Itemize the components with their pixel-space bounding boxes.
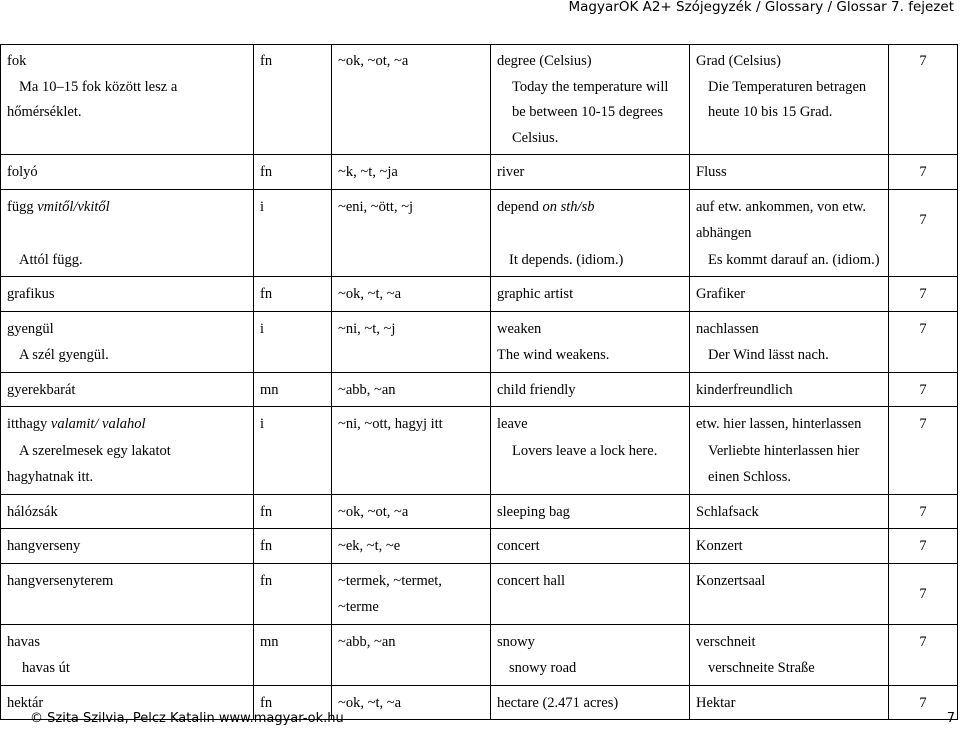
word-type: i <box>254 311 332 372</box>
table-row <box>1 277 958 312</box>
headword: hangversenyterem <box>1 563 254 624</box>
chapter-number: 7 <box>889 155 958 190</box>
hungarian-cell <box>1 407 254 495</box>
english-term <box>497 194 683 221</box>
headword: hálózsák <box>1 494 254 529</box>
example-de: verschneite Straße <box>708 660 815 676</box>
headword: gyengül <box>7 320 54 337</box>
headword: hangverseny <box>1 529 254 564</box>
glossary-table <box>0 44 958 720</box>
hungarian-cell <box>1 45 254 155</box>
headword <box>7 194 247 221</box>
german-term: nachlassen <box>696 320 759 337</box>
german-term: kinderfreundlich <box>690 372 889 407</box>
table-row <box>1 494 958 529</box>
word-type: fn <box>254 277 332 312</box>
page-footer <box>0 709 960 729</box>
word-type: mn <box>254 372 332 407</box>
word-forms: ~ok, ~ot, ~a <box>332 45 491 155</box>
headword-object: vmitől/vkitől <box>37 198 110 215</box>
word-forms: ~ok, ~t, ~a <box>332 277 491 312</box>
german-term: Fluss <box>690 155 889 190</box>
english-cell <box>491 189 690 277</box>
word-forms: ~ni, ~t, ~j <box>332 311 491 372</box>
chapter-number: 7 <box>889 277 958 312</box>
table-row <box>1 155 958 190</box>
word-forms: ~ok, ~t, ~a <box>332 685 491 720</box>
german-term: Grafiker <box>690 277 889 312</box>
word-forms: ~k, ~t, ~ja <box>332 155 491 190</box>
english-verb: depend <box>497 198 543 215</box>
table-row <box>1 563 958 624</box>
german-term: Konzert <box>690 529 889 564</box>
word-forms: ~ni, ~ott, hagyj itt <box>332 407 491 495</box>
word-forms: ~eni, ~ött, ~j <box>332 189 491 277</box>
table-row <box>1 45 958 155</box>
english-cell <box>491 311 690 372</box>
example-de: Der Wind lässt nach. <box>708 347 829 363</box>
chapter-number: 7 <box>889 529 958 564</box>
german-term: verschneit <box>696 633 756 650</box>
english-term: snowy <box>497 633 535 650</box>
english-cell <box>491 624 690 685</box>
example-hu-cont: hőmérséklet. <box>7 104 82 120</box>
german-cell <box>690 311 889 372</box>
word-type: fn <box>254 685 332 720</box>
table-row <box>1 189 958 277</box>
word-type: mn <box>254 624 332 685</box>
headword: havas <box>7 633 41 650</box>
english-term: graphic artist <box>491 277 690 312</box>
chapter-number: 7 <box>889 624 958 685</box>
chapter-number: 7 <box>889 45 958 155</box>
example-en: Today the temperature will be between 10-15 degrees Celsius. <box>512 78 669 146</box>
word-type: i <box>254 407 332 495</box>
example-hu: Attól függ. <box>19 251 83 268</box>
example-de: Es kommt darauf an. (idiom.) <box>708 251 880 268</box>
table-row <box>1 529 958 564</box>
english-term: weaken <box>497 320 542 337</box>
example-en: Lovers leave a lock here. <box>512 442 658 459</box>
word-type: i <box>254 189 332 277</box>
headword: gyerekbarát <box>1 372 254 407</box>
chapter-number: 7 <box>889 563 958 624</box>
chapter-number: 7 <box>889 372 958 407</box>
headword: folyó <box>1 155 254 190</box>
table-row <box>1 311 958 372</box>
chapter-number: 7 <box>889 494 958 529</box>
english-object: on sth/sb <box>542 198 595 215</box>
table-row <box>1 624 958 685</box>
german-cell <box>690 407 889 495</box>
headword-verb: függ <box>7 198 38 215</box>
example-hu: havas út <box>22 660 70 676</box>
english-cell <box>491 407 690 495</box>
german-term: Schlafsack <box>690 494 889 529</box>
footer-copyright: © Szita Szilvia, Pelcz Katalin www.magyar-ok.hu <box>30 711 344 726</box>
chapter-number: 7 <box>889 311 958 372</box>
hungarian-cell <box>1 624 254 685</box>
german-term: Grad (Celsius) <box>696 53 781 69</box>
example-de: Verliebte hinterlassen hier einen Schloss. <box>708 442 860 485</box>
headword-verb: itthagy <box>7 416 51 432</box>
headword <box>7 411 247 438</box>
word-forms: ~ok, ~ot, ~a <box>332 494 491 529</box>
english-term: river <box>491 155 690 190</box>
headword: fok <box>7 53 27 69</box>
example-en: It depends. (idiom.) <box>509 251 624 268</box>
example-hu: A szél gyengül. <box>19 347 109 363</box>
headword: hektár <box>1 685 254 720</box>
german-cell <box>690 189 889 277</box>
word-forms: ~abb, ~an <box>332 372 491 407</box>
page-header <box>0 0 960 42</box>
english-term: concert hall <box>491 563 690 624</box>
word-forms: ~abb, ~an <box>332 624 491 685</box>
table-row <box>1 407 958 495</box>
example-en: snowy road <box>509 660 577 676</box>
english-cell <box>491 45 690 155</box>
english-term: hectare (2.471 acres) <box>491 685 690 720</box>
english-term: child friendly <box>491 372 690 407</box>
header-title: MagyarOK A2+ Szójegyzék / Glossary / Glossar 7. fejezet <box>568 0 954 15</box>
word-forms-cell <box>332 563 491 624</box>
example-hu: Ma 10–15 fok között lesz a <box>19 78 178 95</box>
german-term: Konzertsaal <box>690 563 889 624</box>
word-forms-cont: ~terme <box>338 599 379 615</box>
word-forms: ~ek, ~t, ~e <box>332 529 491 564</box>
example-hu-cont: hagyhatnak itt. <box>7 469 94 485</box>
german-cell <box>690 45 889 155</box>
page-number: 7 <box>946 711 955 726</box>
example-hu: A szerelmesek egy lakatot <box>19 442 171 459</box>
german-term: etw. hier lassen, hinterlassen <box>696 416 862 432</box>
english-term: concert <box>491 529 690 564</box>
chapter-number: 7 <box>889 189 958 277</box>
english-term: leave <box>497 416 528 432</box>
table-row <box>1 372 958 407</box>
word-forms: ~termek, ~termet, <box>338 572 442 589</box>
english-term: degree (Celsius) <box>497 53 592 69</box>
word-type: fn <box>254 45 332 155</box>
german-term: auf etw. ankommen, von etw. abhängen <box>696 198 867 241</box>
headword: grafikus <box>1 277 254 312</box>
german-cell <box>690 624 889 685</box>
headword-object: valamit/ valahol <box>50 416 146 432</box>
german-term: Hektar <box>690 685 889 720</box>
chapter-number: 7 <box>889 407 958 495</box>
english-term: sleeping bag <box>491 494 690 529</box>
hungarian-cell <box>1 189 254 277</box>
chapter-number: 7 <box>889 685 958 720</box>
example-en: The wind weakens. <box>497 347 610 363</box>
word-type: fn <box>254 563 332 624</box>
example-de: Die Temperaturen betragen heute 10 bis 15 Grad. <box>708 78 867 120</box>
word-type: fn <box>254 529 332 564</box>
hungarian-cell <box>1 311 254 372</box>
word-type: fn <box>254 494 332 529</box>
word-type: fn <box>254 155 332 190</box>
